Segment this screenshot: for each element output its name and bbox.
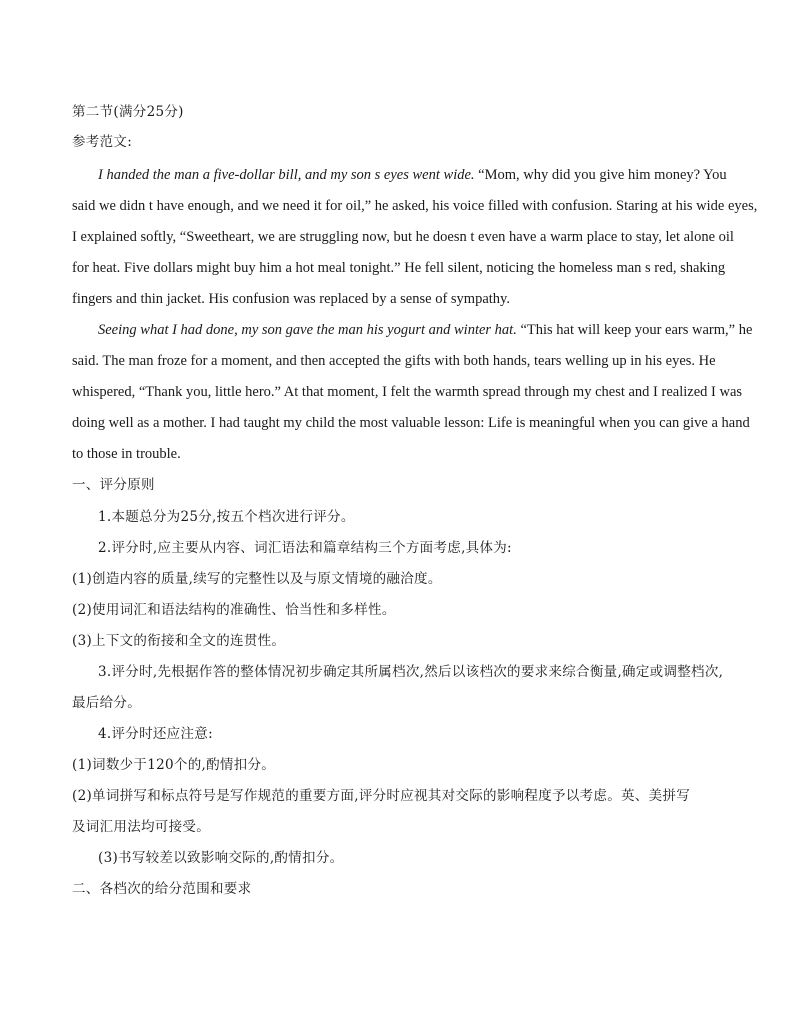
scoring-heading-1: 一、评分原则 — [72, 477, 155, 493]
scoring-item-2b: (2)使用词汇和语法结构的准确性、恰当性和多样性。 — [72, 602, 396, 618]
scoring-item-4: 4.评分时还应注意: — [98, 726, 213, 742]
para2-line3: whispered, “Thank you, little hero.” At that moment, I felt the warmth spread through my chest and I realized I was — [72, 384, 743, 400]
para1-line5: fingers and thin jacket. His confusion was replaced by a sense of sympathy. — [72, 291, 510, 307]
scoring-item-3-line1: 3.评分时,先根据作答的整体情况初步确定其所属档次,然后以该档次的要求来综合衡量,确定或调整档次, — [98, 664, 724, 680]
scoring-item-4a: (1)词数少于120个的,酌情扣分。 — [72, 757, 276, 773]
scoring-item-2c: (3)上下文的衔接和全文的连贯性。 — [72, 633, 286, 649]
scoring-item-4b-line1: (2)单词拼写和标点符号是写作规范的重要方面,评分时应视其对交际的影响程度予以考虑。英、美拼写 — [72, 788, 691, 804]
scoring-item-2: 2.评分时,应主要从内容、词汇语法和篇章结构三个方面考虑,具体为: — [98, 540, 512, 556]
para2-line1 — [98, 321, 758, 339]
section-title: 第二节(满分25分) — [72, 104, 184, 120]
scoring-item-3-line2: 最后给分。 — [72, 695, 141, 711]
para2-line1-rest: “This hat will keep your ears warm,” he — [516, 322, 753, 338]
para1-line3: I explained softly, “Sweetheart, we are struggling now, but he doesn t even have a warm place to stay, let alone oil — [72, 229, 734, 245]
scoring-item-1: 1.本题总分为25分,按五个档次进行评分。 — [98, 509, 355, 525]
para1-line1-rest: “Mom, why did you give him money? You — [474, 167, 727, 183]
para1-line4: for heat. Five dollars might buy him a hot meal tonight.” He fell silent, noticing the homeless man s red, shaking — [72, 260, 726, 276]
para1-line2: said we didn t have enough, and we need it for oil,” he asked, his voice filled with confusion. Staring at his wide eyes, — [72, 198, 758, 214]
scoring-item-4c: (3)书写较差以致影响交际的,酌情扣分。 — [98, 850, 344, 866]
para2-line5: to those in trouble. — [72, 446, 181, 462]
para2-line2: said. The man froze for a moment, and then accepted the gifts with both hands, tears welling up in his eyes. He — [72, 353, 716, 369]
para1-line1 — [98, 166, 758, 184]
scoring-heading-2: 二、各档次的给分范围和要求 — [72, 881, 252, 897]
para1-opening-sentence: I handed the man a five-dollar bill, and my son s eyes went wide. — [98, 167, 475, 183]
scoring-item-4b-line2: 及词汇用法均可接受。 — [72, 819, 210, 835]
scoring-item-2a: (1)创造内容的质量,续写的完整性以及与原文情境的融洽度。 — [72, 571, 442, 587]
para2-line4: doing well as a mother. I had taught my child the most valuable lesson: Life is meaningful when you can give a hand — [72, 415, 750, 431]
sample-heading: 参考范文: — [72, 134, 133, 150]
para2-opening-sentence: Seeing what I had done, my son gave the man his yogurt and winter hat. — [98, 322, 517, 338]
